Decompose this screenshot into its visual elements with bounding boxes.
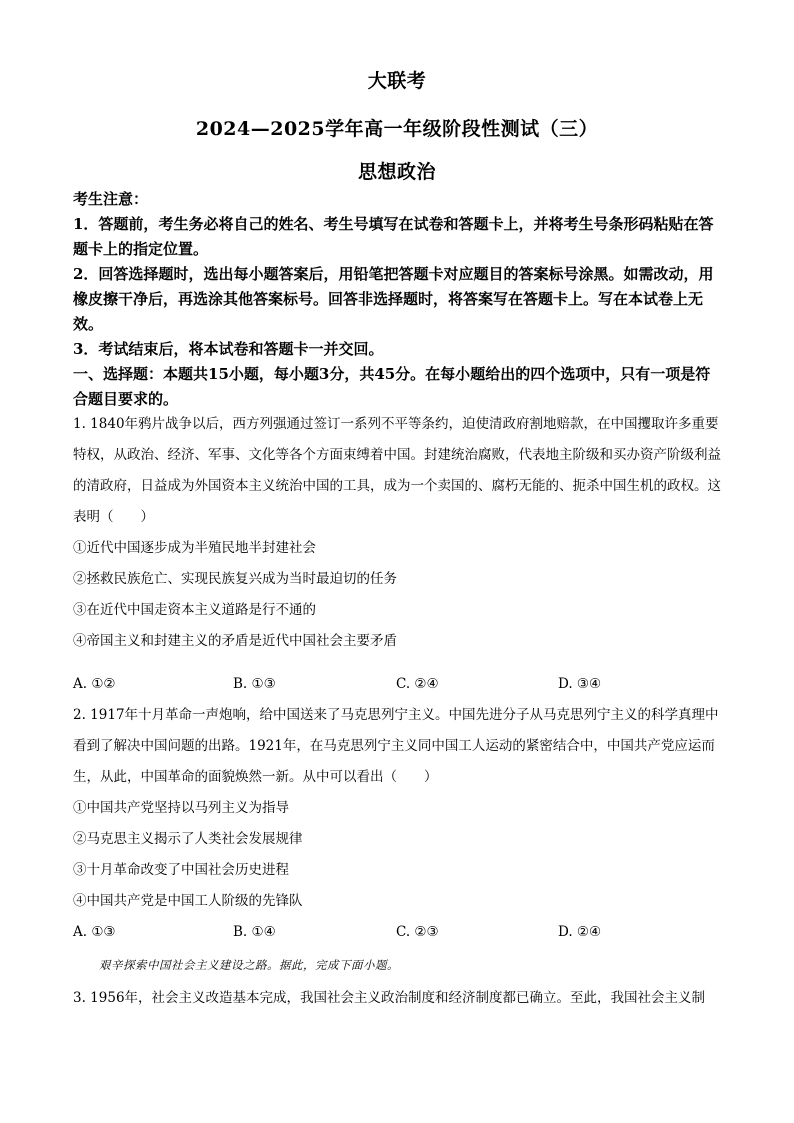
question-stem: 3. 1956年，社会主义改造基本完成，我国社会主义政治制度和经济制度都已确立。至此，我国社会主义制	[73, 990, 706, 1006]
question-stem: 2. 1917年十月革命一声炮响，给中国送来了马克思列宁主义。中国先进分子从马克思列宁主义的科学真理中看到了解决中国问题的出路。1921年，在马克思列宁主义同中国工人运动的紧密结合中，中国共产党应运而生，从此，中国革命的面貌焕然一新。从中可以看出（ ）	[73, 707, 719, 785]
choice-b: B. ①④	[233, 924, 276, 940]
statement-1: ①近代中国逐步成为半殖民地半封建社会	[73, 540, 316, 556]
statement-3: ③在近代中国走资本主义道路是行不通的	[73, 602, 316, 618]
notice-item-1: 1．答题前，考生务必将自己的姓名、考生号填写在试卷和答题卡上，并将考生号条形码粘贴在答题卡上的指定位置。	[73, 215, 714, 258]
section-heading: 一、选择题：本题共15小题，每小题3分，共45分。在每小题给出的四个选项中，只有一项是符合题目要求的。	[73, 365, 711, 408]
choice-c: C. ②③	[396, 924, 439, 940]
exam-org-title: 大联考	[367, 70, 427, 92]
answer-choices-2	[73, 924, 723, 944]
choice-a: A. ①②	[73, 676, 116, 692]
statement-2: ②拯救民族危亡、实现民族复兴成为当时最迫切的任务	[73, 571, 397, 587]
notice-item-3: 3．考试结束后，将本试卷和答题卡一并交回。	[73, 340, 384, 358]
statement-4: ④中国共产党是中国工人阶级的先锋队	[73, 893, 303, 909]
candidate-notice	[73, 187, 723, 412]
choice-c: C. ②④	[396, 676, 439, 692]
choice-d: D. ②④	[558, 924, 602, 940]
choice-b: B. ①③	[233, 676, 276, 692]
exam-title: 2024—2025学年高一年级阶段性测试（三）	[195, 118, 599, 140]
statement-4: ④帝国主义和封建主义的矛盾是近代中国社会主要矛盾	[73, 633, 397, 649]
notice-item-2: 2．回答选择题时，选出每小题答案后，用铅笔把答题卡对应题目的答案标号涂黑。如需改动，用橡皮擦干净后，再选涂其他答案标号。回答非选择题时，将答案写在答题卡上。写在本试卷上无效。	[73, 265, 714, 333]
statement-3: ③十月革命改变了中国社会历史进程	[73, 862, 289, 878]
choice-a: A. ①③	[73, 924, 116, 940]
question-3	[73, 983, 723, 1014]
question-2	[73, 700, 723, 917]
notice-heading: 考生注意：	[73, 190, 149, 208]
group-instruction: 艰辛探索中国社会主义建设之路。据此，完成下面小题。	[99, 958, 399, 972]
question-1	[73, 409, 723, 657]
answer-choices-1	[73, 676, 723, 696]
statement-1: ①中国共产党坚持以马列主义为指导	[73, 800, 289, 816]
subject-title: 思想政治	[357, 161, 436, 183]
choice-d: D. ③④	[558, 676, 602, 692]
question-stem: 1. 1840年鸦片战争以后，西方列强通过签订一系列不平等条约，迫使清政府割地赔款，在中国攫取许多重要特权，从政治、经济、军事、文化等各个方面束缚着中国。封建统治腐败，代表地主阶级和买办资产阶级利益的清政府，日益成为外国资本主义统治中国的工具，成为一个卖国的、腐朽无能的、扼杀中国生机的政权。这表明（ ）	[73, 416, 721, 525]
statement-2: ②马克思主义揭示了人类社会发展规律	[73, 831, 303, 847]
